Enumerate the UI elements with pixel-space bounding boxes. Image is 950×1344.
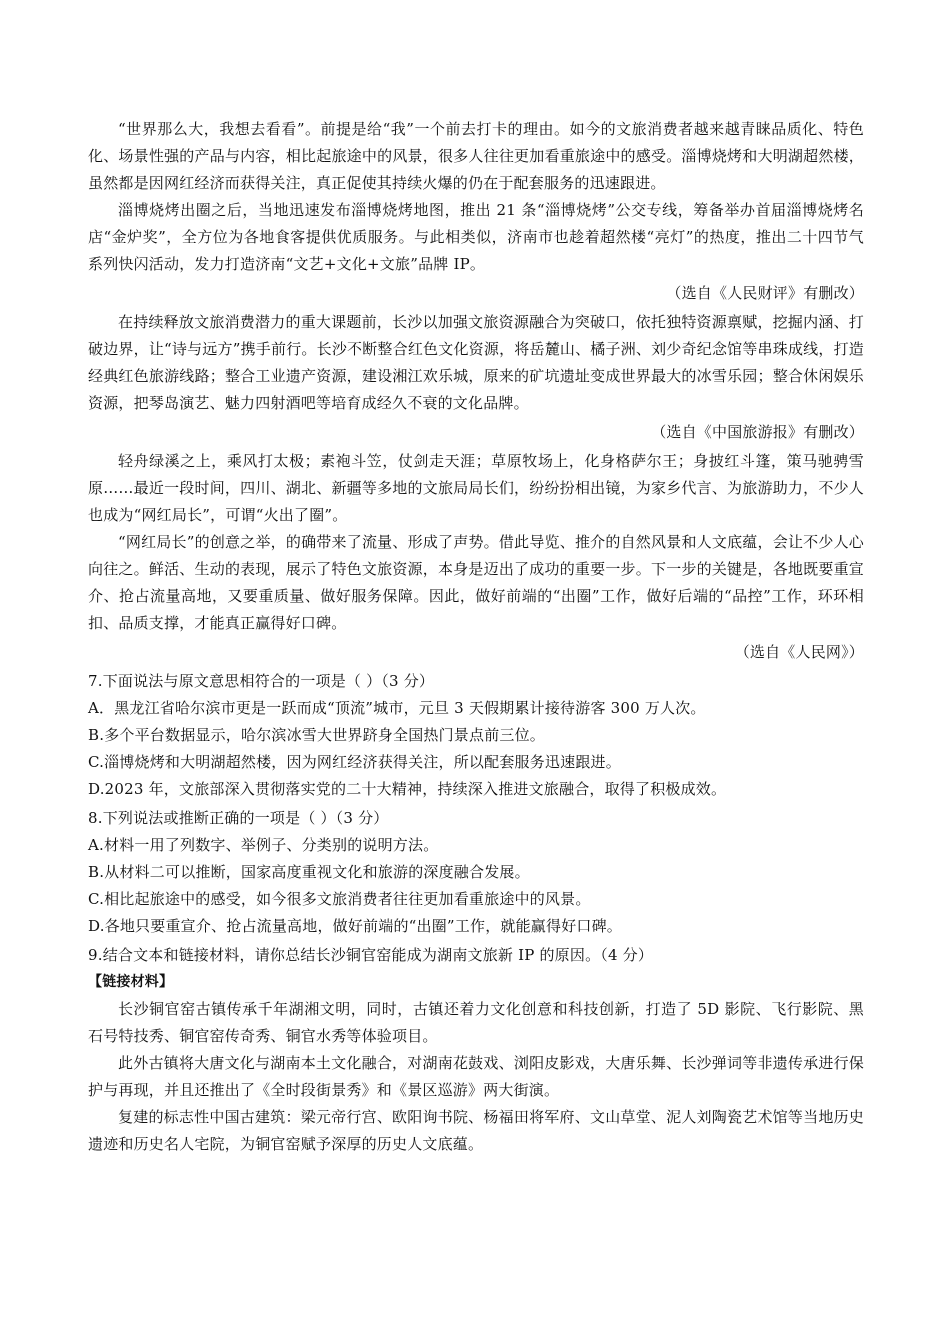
source-citation: （选自《人民网》） xyxy=(734,643,864,661)
question-7-option-a: A．黑龙江省哈尔滨市更是一跃而成“顶流”城市，元旦 3 天假期累计接待游客 300 万人次。 xyxy=(88,699,706,717)
question-7-stem: 7.下面说法与原文意思相符合的一项是（ ）（3 分） xyxy=(88,672,435,690)
link-material-paragraph: 此外古镇将大唐文化与湖南本土文化融合，对湖南花鼓戏、浏阳皮影戏，大唐乐舞、长沙弹词等非遗传承进行保护与再现，并且还推出了《全时段街景秀》和《景区巡游》两大街演。 xyxy=(88,1054,864,1099)
paragraph: “世界那么大，我想去看看”。前提是给“我”一个前去打卡的理由。如今的文旅消费者越来越青睐品质化、特色化、场景性强的产品与内容，相比起旅途中的风景，很多人往往更加看重旅途中的感受。淄博烧烤和大明湖超然楼，虽然都是因网红经济而获得关注，真正促使其持续火爆的仍在于配套服务的迅速跟进。 xyxy=(88,120,864,192)
link-material-paragraph: 长沙铜官窑古镇传承千年湖湘文明，同时，古镇还着力文化创意和科技创新，打造了 5D 影院、飞行影院、黑石号特技秀、铜官窑传奇秀、铜官水秀等体验项目。 xyxy=(88,1000,864,1045)
question-7-option-d: D.2023 年，文旅部深入贯彻落实党的二十大精神，持续深入推进文旅融合，取得了积极成效。 xyxy=(88,780,727,798)
question-8-stem: 8.下列说法或推断正确的一项是（ ）（3 分） xyxy=(88,809,389,827)
source-citation: （选自《人民财评》有删改） xyxy=(666,284,864,302)
link-material-label: 【链接材料】 xyxy=(88,974,174,990)
question-8-option-d: D.各地只要重宣介、抢占流量高地，做好前端的“出圈”工作，就能赢得好口碑。 xyxy=(88,917,623,935)
document-content xyxy=(88,116,864,1158)
paragraph: “网红局长”的创意之举，的确带来了流量、形成了声势。借此导览、推介的自然风景和人文底蕴，会让不少人心向往之。鲜活、生动的表现，展示了特色文旅资源，本身是迈出了成功的重要一步。下一步的关键是，各地既要重宣介、抢占流量高地，又要重质量、做好服务保障。因此，做好前端的“出圈”工作，做好后端的“品控”工作，环环相扣、品质支撑，才能真正赢得好口碑。 xyxy=(88,533,864,632)
link-material-paragraph: 复建的标志性中国古建筑：梁元帝行宫、欧阳询书院、杨福田将军府、文山草堂、泥人刘陶瓷艺术馆等当地历史遗迹和历史名人宅院，为铜官窑赋予深厚的历史人文底蕴。 xyxy=(88,1108,864,1153)
question-9-stem: 9.结合文本和链接材料，请你总结长沙铜官窑能成为湖南文旅新 IP 的原因。（4 分） xyxy=(88,946,654,964)
question-7-option-c: C.淄博烧烤和大明湖超然楼，因为网红经济获得关注，所以配套服务迅速跟进。 xyxy=(88,753,621,771)
paragraph: 淄博烧烤出圈之后，当地迅速发布淄博烧烤地图，推出 21 条“淄博烧烤”公交专线，筹备举办首届淄博烧烤名店“金炉奖”，全方位为各地食客提供优质服务。与此相类似，济南市也趁着超然楼“亮灯”的热度，推出二十四节气系列快闪活动，发力打造济南“文艺+文化+文旅”品牌 IP。 xyxy=(88,201,864,273)
source-citation: （选自《中国旅游报》有删改） xyxy=(651,423,864,441)
question-8-option-b: B.从材料二可以推断，国家高度重视文化和旅游的深度融合发展。 xyxy=(88,863,530,881)
question-8-option-a: A.材料一用了列数字、举例子、分类别的说明方法。 xyxy=(88,836,439,854)
question-7-option-b: B.多个平台数据显示，哈尔滨冰雪大世界跻身全国热门景点前三位。 xyxy=(88,726,545,744)
question-8-option-c: C.相比起旅途中的感受，如今很多文旅消费者往往更加看重旅途中的风景。 xyxy=(88,890,591,908)
paragraph: 轻舟绿溪之上，乘风打太极；素袍斗笠，仗剑走天涯；草原牧场上，化身格萨尔王；身披红斗篷，策马驰骋雪原……最近一段时间，四川、湖北、新疆等多地的文旅局局长们，纷纷扮相出镜，为家乡代言、为旅游助力，不少人也成为“网红局长”，可谓“火出了圈”。 xyxy=(88,452,864,524)
paragraph: 在持续释放文旅消费潜力的重大课题前，长沙以加强文旅资源融合为突破口，依托独特资源禀赋，挖掘内涵、打破边界，让“诗与远方”携手前行。长沙不断整合红色文化资源，将岳麓山、橘子洲、刘少奇纪念馆等串珠成线，打造经典红色旅游线路；整合工业遗产资源，建设湘江欢乐城，原来的矿坑遗址变成世界最大的冰雪乐园；整合休闲娱乐资源，把琴岛演艺、魅力四射酒吧等培育成经久不衰的文化品牌。 xyxy=(88,313,864,412)
